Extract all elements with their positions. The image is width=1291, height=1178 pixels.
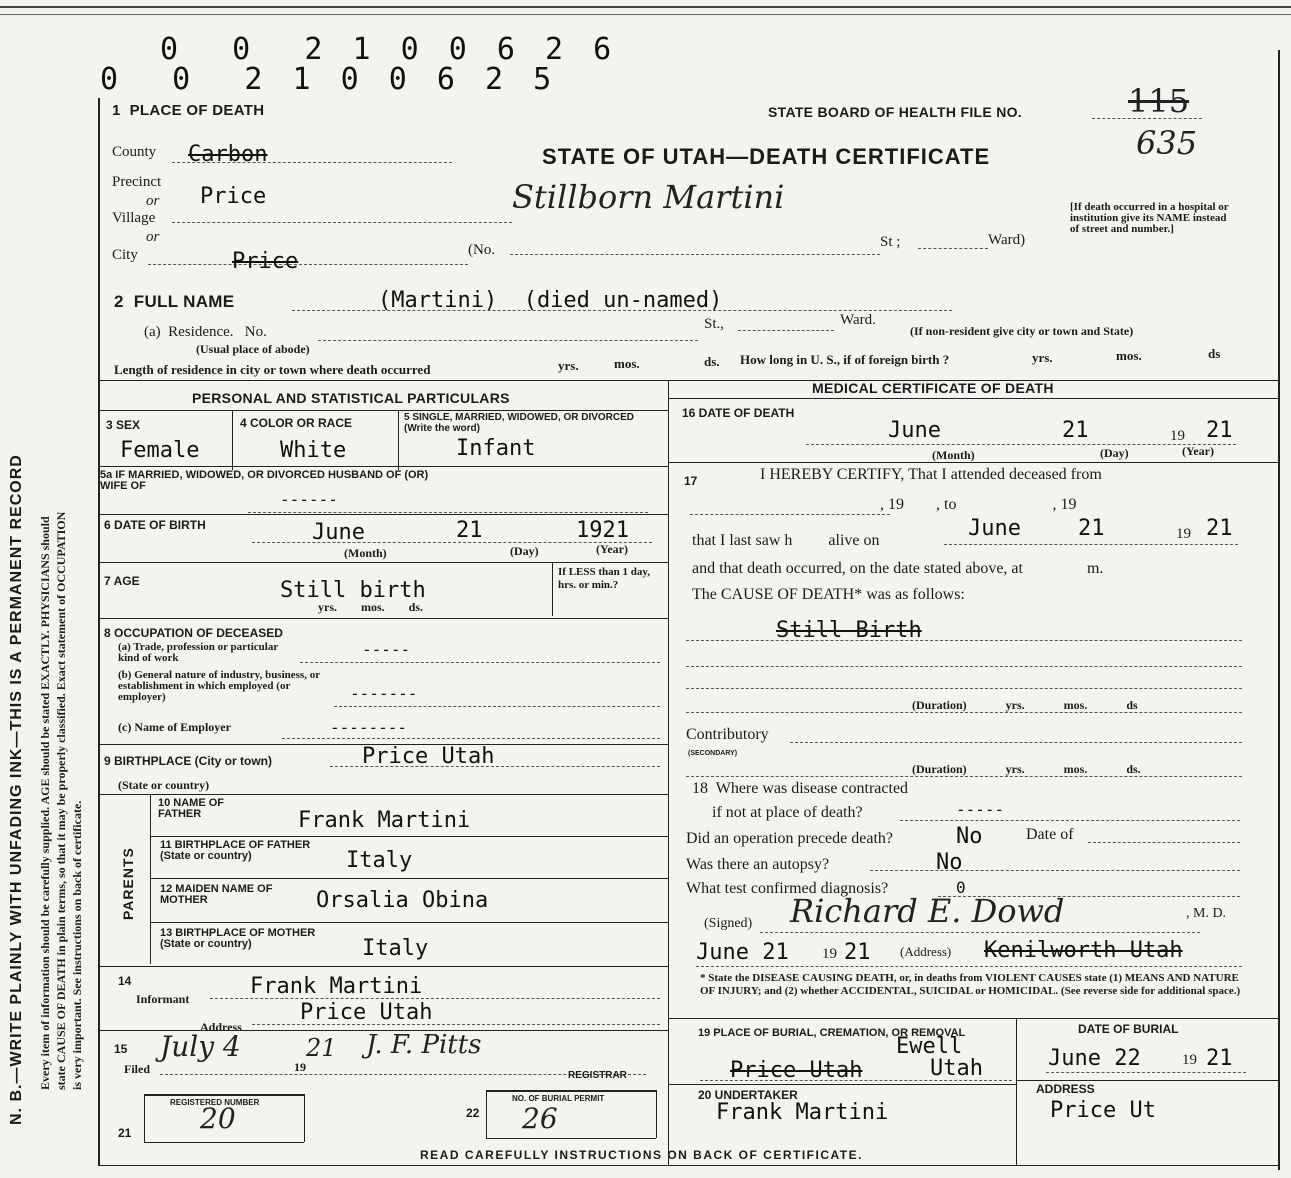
date-of-death-day: 21 — [1062, 418, 1089, 443]
serial-number-lower: 0 0 2 1 0 0 6 2 5 — [100, 62, 558, 97]
dob-month-label: (Month) — [344, 546, 387, 560]
age-value: Still birth — [280, 578, 426, 603]
street-label: (No. — [468, 242, 496, 258]
filed-label: Filed — [124, 1062, 150, 1076]
city-value: Price — [232, 249, 299, 274]
dob-day: 21 — [456, 518, 483, 543]
burial-place-struck: Price Utah — [730, 1058, 863, 1083]
signature-year: 21 — [844, 940, 871, 965]
cause-of-death-label: The CAUSE OF DEATH* was as follows: — [692, 586, 965, 603]
dob-label: 6 DATE OF BIRTH — [104, 518, 206, 532]
burial-date-year: 21 — [1206, 1046, 1233, 1071]
operation-label: Did an operation precede death? — [686, 830, 894, 847]
informant-label: Informant — [136, 992, 190, 1006]
form-left-border — [98, 98, 100, 1166]
non-resident-note: (If non-resident give city or town and State) — [910, 324, 1134, 338]
burial-date-label: DATE OF BURIAL — [1078, 1022, 1179, 1036]
precinct-value: Price — [200, 184, 267, 209]
disease-contracted-value: ----- — [956, 800, 1005, 819]
mother-birthplace-value: Italy — [362, 936, 429, 961]
father-birthplace-label: 11 BIRTHPLACE OF FATHER (State or country) — [160, 839, 311, 862]
side-notice-line4: is very important. See instructions on back of certificate. — [70, 800, 84, 1090]
filed-year: 21 — [306, 1034, 337, 1062]
race-label: 4 COLOR OR RACE — [240, 416, 353, 430]
burial-date-19: 19 — [1182, 1052, 1197, 1068]
place-of-death-label: 1 PLACE OF DEATH — [112, 102, 265, 119]
marital-label: 5 SINGLE, MARRIED, WIDOWED, OR DIVORCED (Write the word) — [404, 412, 635, 434]
secondary-label: (SECONDARY) — [688, 750, 738, 757]
certify-text: I HEREBY CERTIFY, That I attended deceased from — [760, 466, 1102, 483]
filed-19: 19 — [294, 1060, 306, 1074]
undertaker-label: 20 UNDERTAKER — [698, 1088, 798, 1102]
last-saw-month: June — [968, 516, 1021, 541]
length-yrs: yrs. — [558, 358, 579, 373]
or-label-2: or — [146, 229, 160, 245]
certify-number: 17 — [684, 474, 698, 488]
certificate-title: STATE OF UTAH—DEATH CERTIFICATE — [542, 144, 991, 169]
street-st-label: St ; — [880, 234, 901, 250]
length-of-residence-label: Length of residence in city or town where death occurred — [114, 362, 431, 377]
attended-from-line: , 19 , to , 19 — [880, 496, 1077, 513]
race-value: White — [280, 438, 347, 463]
signed-label: (Signed) — [704, 916, 753, 931]
dod-month-label: (Month) — [932, 448, 975, 462]
cause-of-death-value: Still Birth — [776, 618, 922, 643]
father-label: 10 NAME OF FATHER — [158, 797, 225, 820]
dob-month: June — [312, 520, 365, 545]
spouse-value: ------ — [280, 490, 338, 509]
burial-permit-prefix: 22 — [466, 1106, 480, 1120]
us-mos: mos. — [1116, 348, 1142, 363]
dob-year-label: (Year) — [596, 542, 628, 556]
or-label-1: or — [146, 193, 160, 209]
burial-date-value: June 22 — [1048, 1046, 1141, 1071]
side-notice-main: N. B.—WRITE PLAINLY WITH UNFADING INK—THIS IS A PERMANENT RECORD — [8, 454, 25, 1125]
burial-place-label: 19 PLACE OF BURIAL, CREMATION, OR REMOVAL — [698, 1027, 966, 1039]
father-value: Frank Martini — [298, 808, 471, 833]
file-no-label: STATE BOARD OF HEALTH FILE NO. — [768, 104, 1022, 120]
informant-value: Frank Martini — [250, 974, 423, 999]
us-yrs: yrs. — [1032, 350, 1053, 365]
informant-number: 14 — [118, 974, 132, 988]
file-no-value: 115 — [1128, 82, 1190, 120]
signature-date: June 21 — [696, 940, 789, 965]
occupation-a-value: ----- — [362, 640, 411, 659]
spouse-label: 5a IF MARRIED, WIDOWED, OR DIVORCED HUSBAND OF (OR) WIFE OF — [100, 469, 429, 492]
cause-note: * State the DISEASE CAUSING DEATH, or, in deaths from VIOLENT CAUSES state (1) MEANS AND NATURE OF INJURY; and (2) whether ACCIDENTAL, SUICIDAL or HOMICIDAL. (See reverse side for additional space.) — [700, 972, 1241, 997]
footer-instructions: READ CAREFULLY INSTRUCTIONS ON BACK OF CERTIFICATE. — [420, 1148, 863, 1162]
age-label: 7 AGE — [104, 574, 140, 588]
test-diagnosis-value: 0 — [956, 878, 966, 897]
undertaker-address-label: ADDRESS — [1036, 1082, 1095, 1096]
occupation-c-label: (c) Name of Employer — [118, 720, 231, 734]
duration-label-1: (Duration) yrs. mos. ds — [912, 698, 1138, 712]
mother-birthplace-label: 13 BIRTHPLACE OF MOTHER (State or country) — [160, 927, 316, 950]
mother-value: Orsalia Obina — [316, 888, 489, 913]
dob-year: 1921 — [576, 518, 629, 543]
filed-number: 15 — [114, 1042, 128, 1056]
county-value: Carbon — [188, 142, 268, 167]
medical-heading: MEDICAL CERTIFICATE OF DEATH — [812, 380, 1054, 396]
form-right-border — [1278, 50, 1280, 1170]
full-name-label: 2 FULL NAME — [114, 292, 235, 311]
precinct-label: Precinct — [112, 174, 162, 190]
residence-ward-label: Ward. — [840, 312, 876, 328]
dob-day-label: (Day) — [510, 544, 539, 558]
birthplace-value: Price Utah — [362, 744, 495, 769]
village-label: Village — [112, 210, 156, 226]
burial-permit-value: 26 — [522, 1102, 558, 1135]
signature-19: 19 — [822, 946, 837, 962]
us-ds: ds — [1208, 346, 1221, 361]
contributory-label: Contributory — [686, 726, 769, 743]
dod-day-label: (Day) — [1100, 446, 1129, 460]
residence-sub: (Usual place of abode) — [196, 342, 310, 356]
physician-address-label: (Address) — [900, 944, 952, 959]
length-ds: ds. — [704, 354, 720, 369]
last-saw-day: 21 — [1078, 516, 1105, 541]
county-label: County — [112, 144, 157, 160]
undertaker-value: Frank Martini — [716, 1100, 889, 1125]
death-occurred-label: and that death occurred, on the date stated above, at m. — [692, 560, 1104, 577]
informant-address-label: Address — [200, 1020, 242, 1034]
informant-address-value: Price Utah — [300, 1000, 433, 1025]
disease-contracted-sub: if not at place of death? — [712, 804, 863, 821]
md-label: , M. D. — [1186, 906, 1227, 921]
registrar-label: REGISTRAR — [568, 1070, 627, 1081]
autopsy-label: Was there an autopsy? — [686, 856, 830, 873]
birthplace-sub: (State or country) — [118, 778, 210, 792]
physician-signature: Richard E. Dowd — [790, 892, 1065, 930]
dod-year-label: (Year) — [1182, 444, 1214, 458]
age-units: yrs. mos. ds. — [318, 600, 424, 614]
disease-contracted-label: 18 Where was disease contracted — [692, 780, 909, 797]
burial-permit-label: NO. OF BURIAL PERMIT — [512, 1094, 605, 1103]
last-saw-19: 19 — [1176, 526, 1191, 542]
registered-number-label: REGISTERED NUMBER — [170, 1098, 260, 1107]
undertaker-address-value: Price Ut — [1050, 1098, 1156, 1123]
test-diagnosis-label: What test confirmed diagnosis? — [686, 880, 889, 897]
file-no-alt-value: 635 — [1136, 124, 1198, 162]
date-of-death-month: June — [888, 418, 941, 443]
full-name-value: (Martini) (died un-named) — [378, 288, 723, 313]
occupation-b-label: (b) General nature of industry, business, or establishment in which employed (or employer) — [118, 669, 320, 703]
occupation-a-label: (a) Trade, profession or particular kind of work — [118, 641, 279, 664]
filed-date: July 4 — [160, 1030, 241, 1063]
father-birthplace-value: Italy — [346, 848, 413, 873]
side-notice-line3: state CAUSE OF DEATH in plain terms, so that it may be properly classified. Exact statement of OCCUPATION — [54, 511, 68, 1090]
duration-label-2: (Duration) yrs. mos. ds. — [912, 762, 1141, 776]
sex-value: Female — [120, 438, 200, 463]
mother-label: 12 MAIDEN NAME OF MOTHER — [160, 883, 273, 906]
physician-address-value: Kenilworth Utah — [984, 938, 1183, 963]
registered-number-prefix: 21 — [118, 1126, 132, 1140]
us-residence-label: How long in U. S., if of foreign birth ? — [740, 352, 950, 367]
residence-label: (a) Residence. No. — [144, 324, 267, 340]
column-divider — [668, 380, 669, 1165]
autopsy-value: No — [936, 850, 963, 875]
burial-place-state: Utah — [930, 1056, 983, 1081]
side-notice-line2: Every item of information should be carefully supplied. AGE should be stated EXACTLY. PHYSICIANS should — [38, 516, 52, 1090]
length-mos: mos. — [614, 356, 640, 371]
personal-heading: PERSONAL AND STATISTICAL PARTICULARS — [192, 390, 510, 406]
registrar-signature: J. F. Pitts — [366, 1030, 482, 1060]
city-label: City — [112, 247, 138, 263]
less-than-note: If LESS than 1 day, hrs. or min.? — [558, 566, 651, 591]
serial-number-upper: 0 0 2 1 0 0 6 2 6 — [160, 32, 618, 67]
operation-value: No — [956, 824, 983, 849]
marital-value: Infant — [456, 436, 536, 461]
last-saw-year: 21 — [1206, 516, 1233, 541]
parents-label: PARENTS — [120, 847, 136, 920]
occupation-b-value: ------- — [350, 684, 418, 703]
burial-place-new: Ewell — [896, 1034, 963, 1059]
occupation-c-value: -------- — [330, 718, 408, 737]
last-saw-label: that I last saw h alive on — [692, 532, 880, 549]
handwritten-name: Stillborn Martini — [512, 178, 785, 216]
date-of-death-year: 21 — [1206, 418, 1233, 443]
hospital-note: [If death occurred in a hospital or institution give its NAME instead of street and number.] — [1070, 201, 1229, 235]
date-of-death-19: 19 — [1170, 428, 1185, 444]
date-of-death-label: 16 DATE OF DEATH — [682, 406, 795, 420]
birthplace-label: 9 BIRTHPLACE (City or town) — [104, 754, 272, 768]
street-ward-label: Ward) — [988, 232, 1026, 248]
occupation-label: 8 OCCUPATION OF DECEASED — [104, 626, 283, 640]
residence-st-label: St., — [704, 316, 725, 332]
operation-date-label: Date of — [1026, 826, 1074, 843]
sex-label: 3 SEX — [106, 418, 141, 432]
registered-number-value: 20 — [200, 1102, 236, 1135]
